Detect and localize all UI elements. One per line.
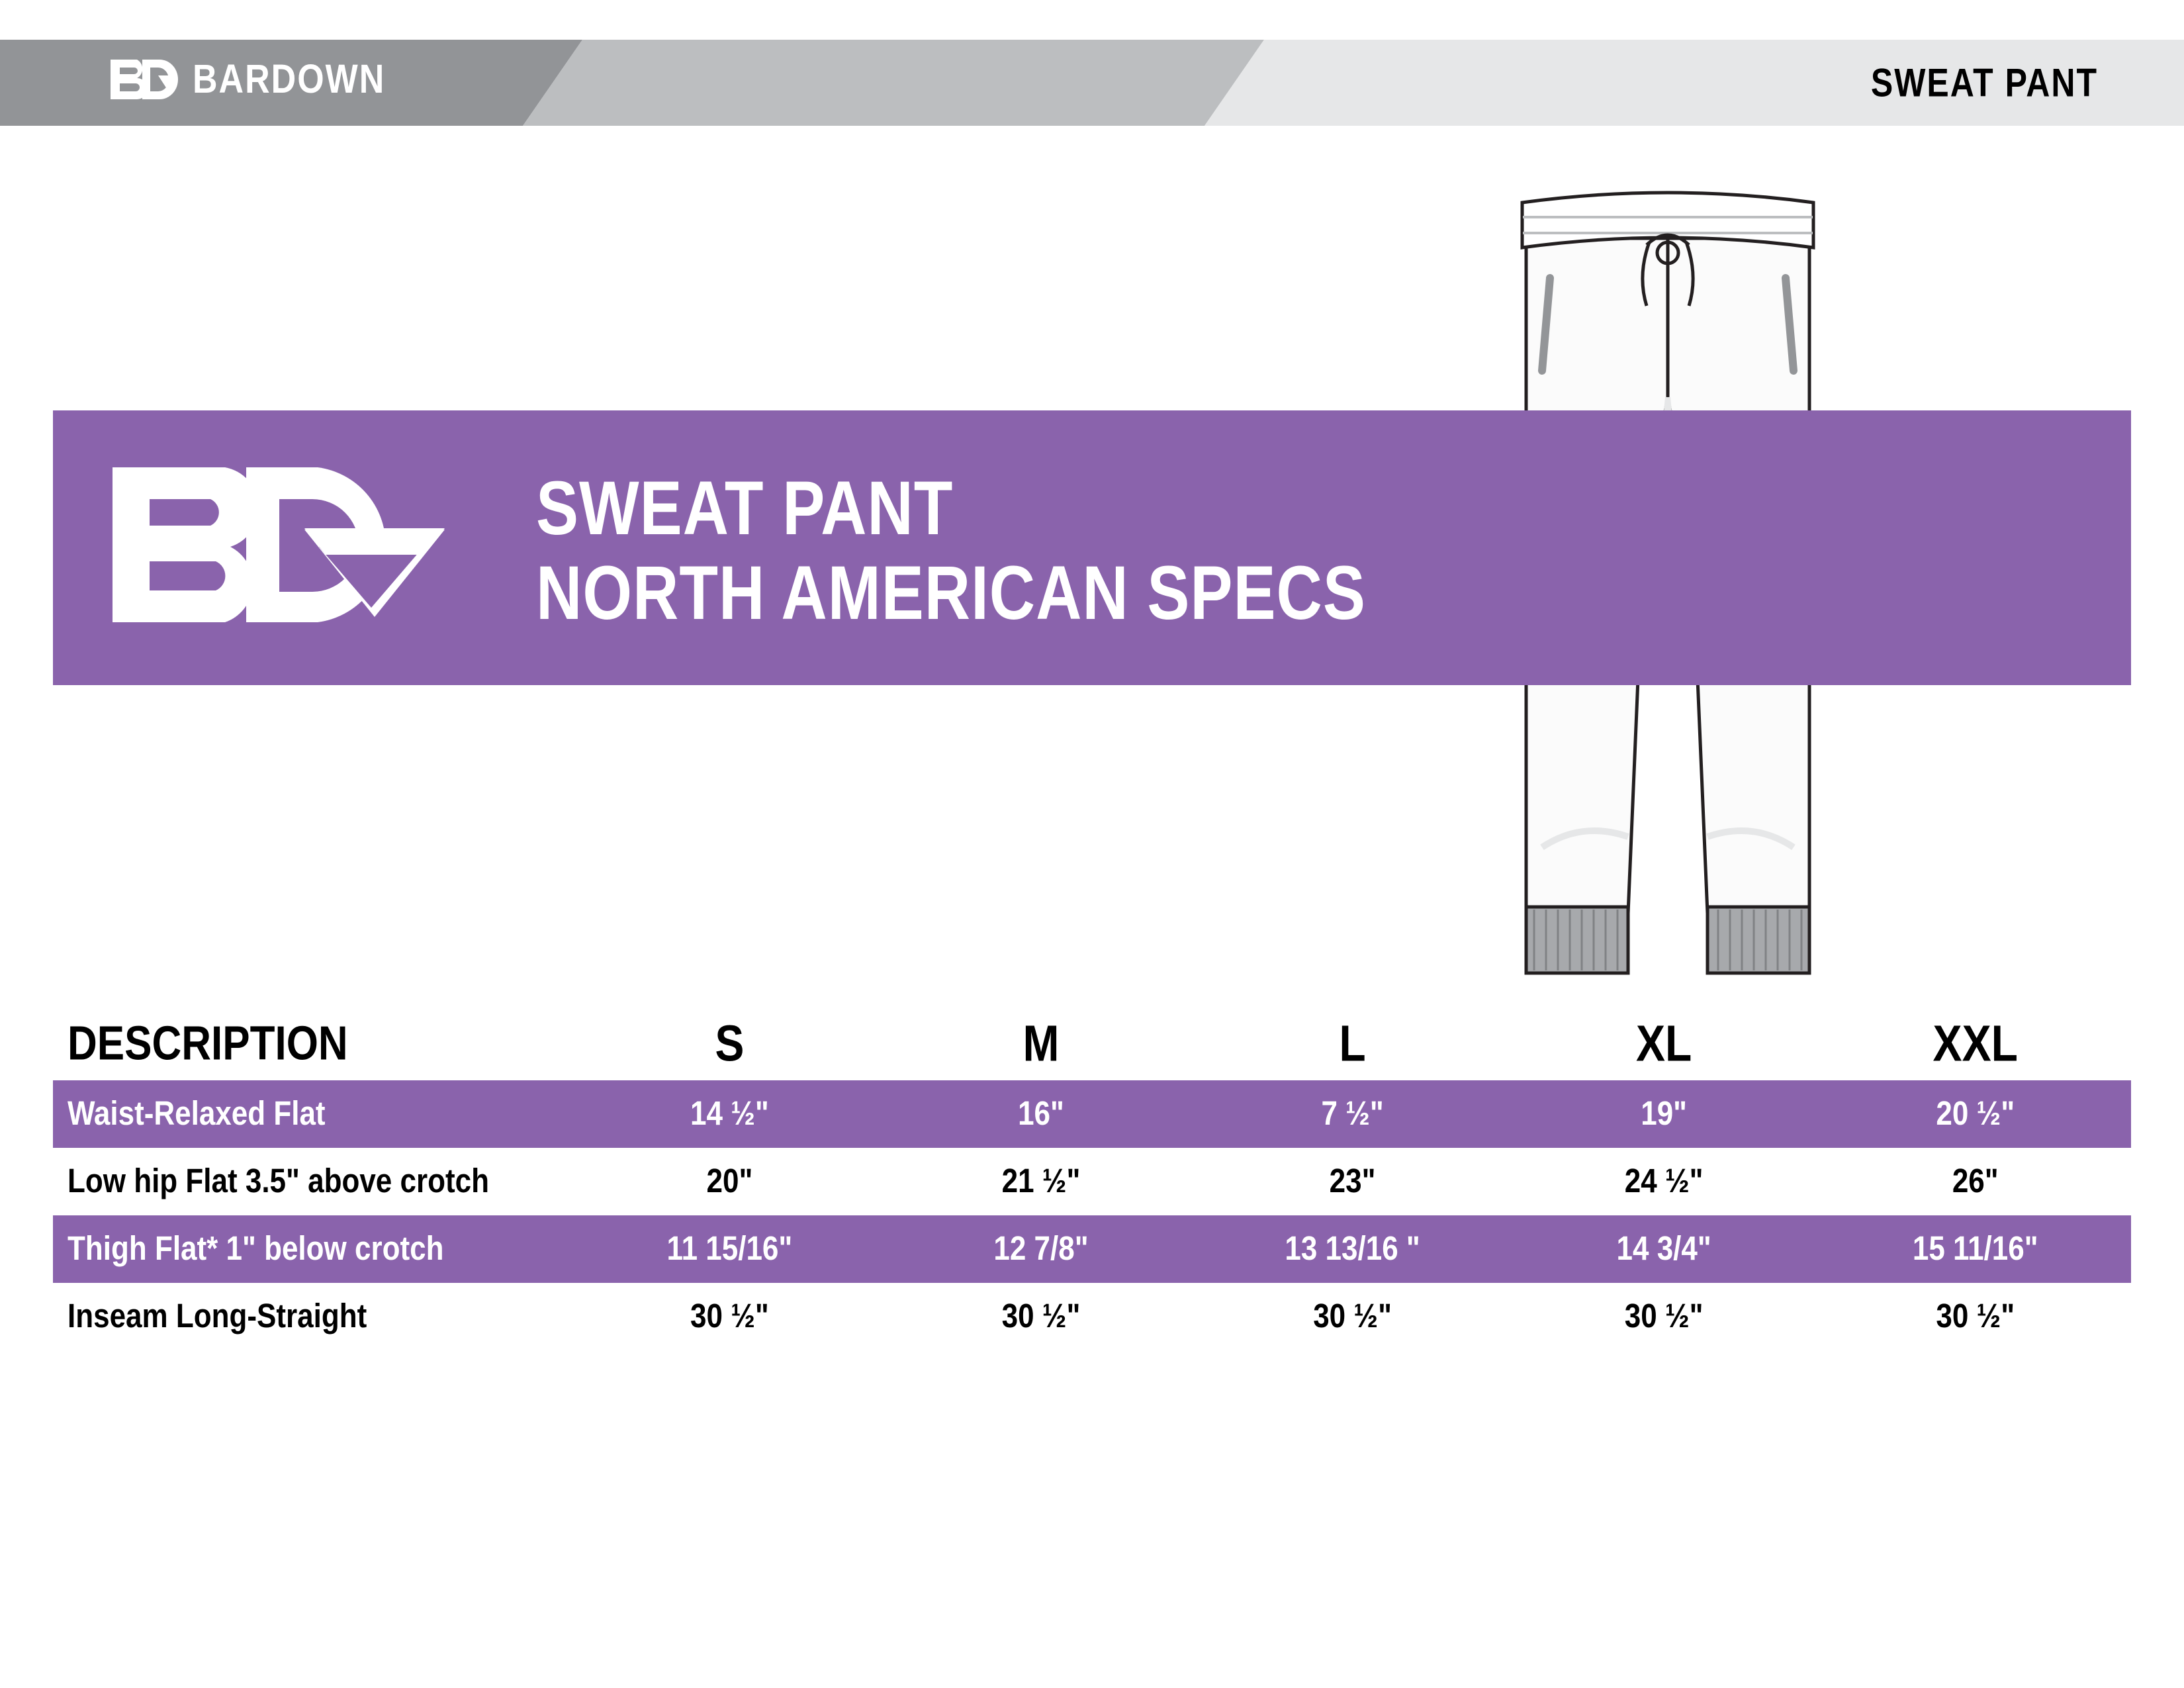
row-label: Waist-Relaxed Flat xyxy=(68,1095,326,1133)
bd-logo-large-icon xyxy=(106,462,450,628)
column-header-xxl: XXL xyxy=(1933,1015,2018,1072)
cell-xxl: 30 ½" xyxy=(1936,1297,2015,1335)
cell-s: 20" xyxy=(706,1162,753,1200)
cell-xl: 30 ½" xyxy=(1624,1297,1704,1335)
cell-s: 30 ½" xyxy=(690,1297,769,1335)
cell-s: 14 ½" xyxy=(690,1095,769,1133)
bd-logo-icon xyxy=(109,58,178,101)
row-label: Thigh Flat* 1" below crotch xyxy=(68,1230,444,1268)
cell-xxl: 26" xyxy=(1952,1162,1999,1200)
banner-title: SWEAT PANT xyxy=(536,466,954,551)
header-brand-name: BARDOWN xyxy=(193,56,386,103)
cell-m: 12 7/8" xyxy=(993,1230,1089,1268)
cell-xxl: 15 11/16" xyxy=(1912,1230,2038,1268)
cell-m: 30 ½" xyxy=(1001,1297,1081,1335)
spec-banner xyxy=(53,410,2131,685)
cell-l: 7 ½" xyxy=(1321,1095,1384,1133)
header-logo-group xyxy=(109,58,385,101)
spec-table xyxy=(53,1006,2131,1350)
cell-xl: 24 ½" xyxy=(1624,1162,1704,1200)
header-band-mid xyxy=(523,40,1264,126)
column-header-xl: XL xyxy=(1635,1015,1692,1072)
cell-xl: 19" xyxy=(1641,1095,1688,1133)
table-header-row xyxy=(53,1006,2131,1080)
column-header-l: L xyxy=(1339,1015,1366,1072)
page-header xyxy=(0,40,2184,126)
cell-l: 30 ½" xyxy=(1313,1297,1392,1335)
cell-s: 11 15/16" xyxy=(666,1230,793,1268)
row-label: Low hip Flat 3.5" above crotch xyxy=(68,1162,489,1200)
row-label: Inseam Long-Straight xyxy=(68,1297,367,1335)
table-row xyxy=(53,1283,2131,1350)
cell-m: 21 ½" xyxy=(1001,1162,1081,1200)
cell-l: 23" xyxy=(1329,1162,1376,1200)
cell-l: 13 13/16 " xyxy=(1285,1230,1420,1268)
banner-subtitle: NORTH AMERICAN SPECS xyxy=(536,550,1366,636)
table-row xyxy=(53,1148,2131,1215)
table-row xyxy=(53,1080,2131,1148)
column-header-s: S xyxy=(715,1015,745,1072)
cell-m: 16" xyxy=(1018,1095,1064,1133)
column-header-m: M xyxy=(1023,1015,1060,1072)
table-row xyxy=(53,1215,2131,1283)
cell-xxl: 20 ½" xyxy=(1936,1095,2015,1133)
banner-text-group xyxy=(536,466,1366,636)
cell-xl: 14 3/4" xyxy=(1616,1230,1711,1268)
header-product-title: SWEAT PANT xyxy=(1870,60,2098,105)
column-header-description: DESCRIPTION xyxy=(68,1016,348,1070)
